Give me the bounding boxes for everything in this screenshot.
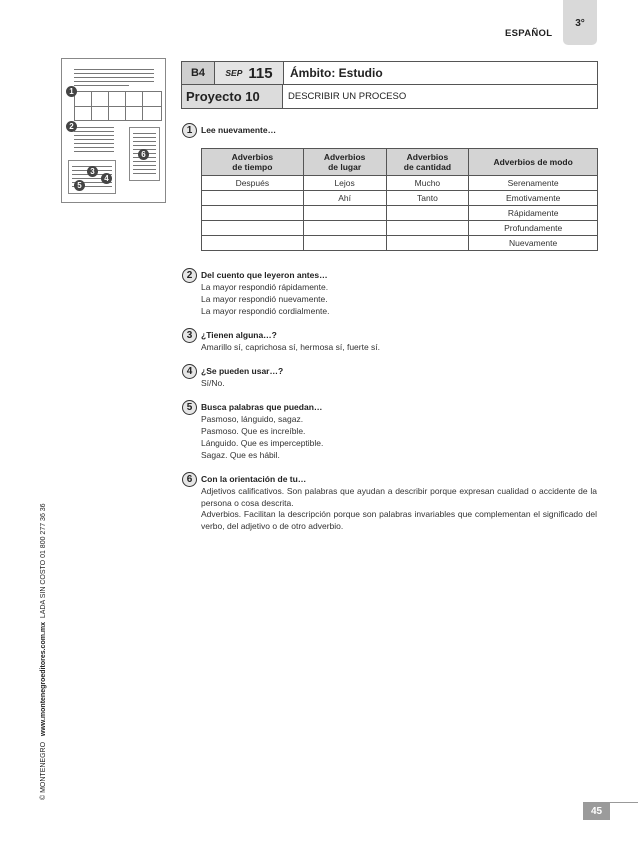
table-cell: Mucho [386, 176, 469, 191]
table-cell [202, 191, 304, 206]
project-label: Proyecto 10 [182, 85, 283, 108]
section-2-line: La mayor respondió cordialmente. [201, 306, 330, 316]
table-header-row [202, 149, 598, 176]
table-cell [202, 221, 304, 236]
section-5-line: Pasmoso. Que es increíble. [201, 426, 306, 436]
page-thumbnail [61, 58, 166, 203]
section-6-paragraph: Adjetivos calificativos. Son palabras que ayudan a describir porque expresan cualidad o accidente de la persona o cosa descrita. [201, 486, 597, 508]
table-header-time: Adverbios de tiempo [202, 149, 304, 176]
table-row [202, 206, 598, 221]
page-number: 45 [583, 803, 610, 820]
table-cell: Profundamente [469, 221, 598, 236]
section-title-6: Con la orientación de tu… [201, 474, 307, 484]
table-cell: Después [202, 176, 304, 191]
thumbnail-marker-5: 5 [74, 180, 85, 191]
project-description: DESCRIBIR UN PROCESO [288, 91, 407, 102]
copyright-brand: © MONTENEGRO [40, 741, 47, 800]
grade-tab [563, 0, 597, 45]
table-cell [303, 206, 386, 221]
section-number-6: 6 [182, 472, 197, 487]
section-5-line: Sagaz. Que es hábil. [201, 450, 280, 460]
table-cell: Emotivamente [469, 191, 598, 206]
thumbnail-marker-2: 2 [66, 121, 77, 132]
table-cell: Ahí [303, 191, 386, 206]
section-number-5: 5 [182, 400, 197, 415]
section-2-line: La mayor respondió nuevamente. [201, 294, 328, 304]
title-bar [181, 61, 598, 85]
section-number-1: 1 [182, 123, 197, 138]
table-header-manner: Adverbios de modo [469, 149, 598, 176]
table-row [202, 191, 598, 206]
grade-label: 3° [575, 18, 585, 29]
thumbnail-marker-3: 3 [87, 166, 98, 177]
copyright-sidebar [40, 503, 47, 800]
table-cell [202, 206, 304, 221]
section-6-paragraph: Adverbios. Facilitan la descripción porque son palabras invariables que complementan el significado del verbo, del adjetivo o de otro adverbio. [201, 509, 597, 531]
section-5-line: Pasmoso, lánguido, sagaz. [201, 414, 304, 424]
publisher-phone: LADA SIN COSTO 01 800 277 36 36 [40, 503, 47, 619]
sep-reference [215, 62, 284, 84]
section-5-line: Lánguido. Que es imperceptible. [201, 438, 324, 448]
section-2-line: La mayor respondió rápidamente. [201, 282, 329, 292]
table-cell: Nuevamente [469, 236, 598, 251]
section-number-4: 4 [182, 364, 197, 379]
table-cell: Serenamente [469, 176, 598, 191]
table-header-quantity: Adverbios de cantidad [386, 149, 469, 176]
section-number-2: 2 [182, 268, 197, 283]
ambito-label: Ámbito: Estudio [290, 66, 383, 80]
table-row [202, 176, 598, 191]
table-row [202, 221, 598, 236]
section-3-line: Amarillo sí, caprichosa sí, hermosa sí, fuerte sí. [201, 342, 381, 352]
table-cell [303, 236, 386, 251]
block-label: B4 [182, 62, 215, 84]
project-bar [181, 85, 598, 109]
table-cell: Rápidamente [469, 206, 598, 221]
table-cell: Tanto [386, 191, 469, 206]
section-4-line: Sí/No. [201, 378, 225, 388]
section-title-3: ¿Tienen alguna…? [201, 330, 277, 340]
section-title-5: Busca palabras que puedan… [201, 402, 323, 412]
table-cell [386, 206, 469, 221]
table-cell [386, 236, 469, 251]
sep-number: 115 [248, 64, 273, 82]
sep-label: SEP [225, 68, 243, 78]
thumbnail-marker-1: 1 [66, 86, 77, 97]
adverbs-table [201, 148, 598, 251]
section-title-1: Lee nuevamente… [201, 125, 277, 135]
thumbnail-marker-6: 6 [138, 149, 149, 160]
publisher-url: www.montenegroeditores.com.mx [40, 621, 47, 737]
table-cell: Lejos [303, 176, 386, 191]
table-cell [386, 221, 469, 236]
thumbnail-marker-4: 4 [101, 173, 112, 184]
subject-label: ESPAÑOL [505, 28, 553, 39]
section-number-3: 3 [182, 328, 197, 343]
table-row [202, 236, 598, 251]
table-cell [202, 236, 304, 251]
table-cell [303, 221, 386, 236]
section-title-4: ¿Se pueden usar…? [201, 366, 284, 376]
table-header-place: Adverbios de lugar [303, 149, 386, 176]
section-title-2: Del cuento que leyeron antes… [201, 270, 328, 280]
